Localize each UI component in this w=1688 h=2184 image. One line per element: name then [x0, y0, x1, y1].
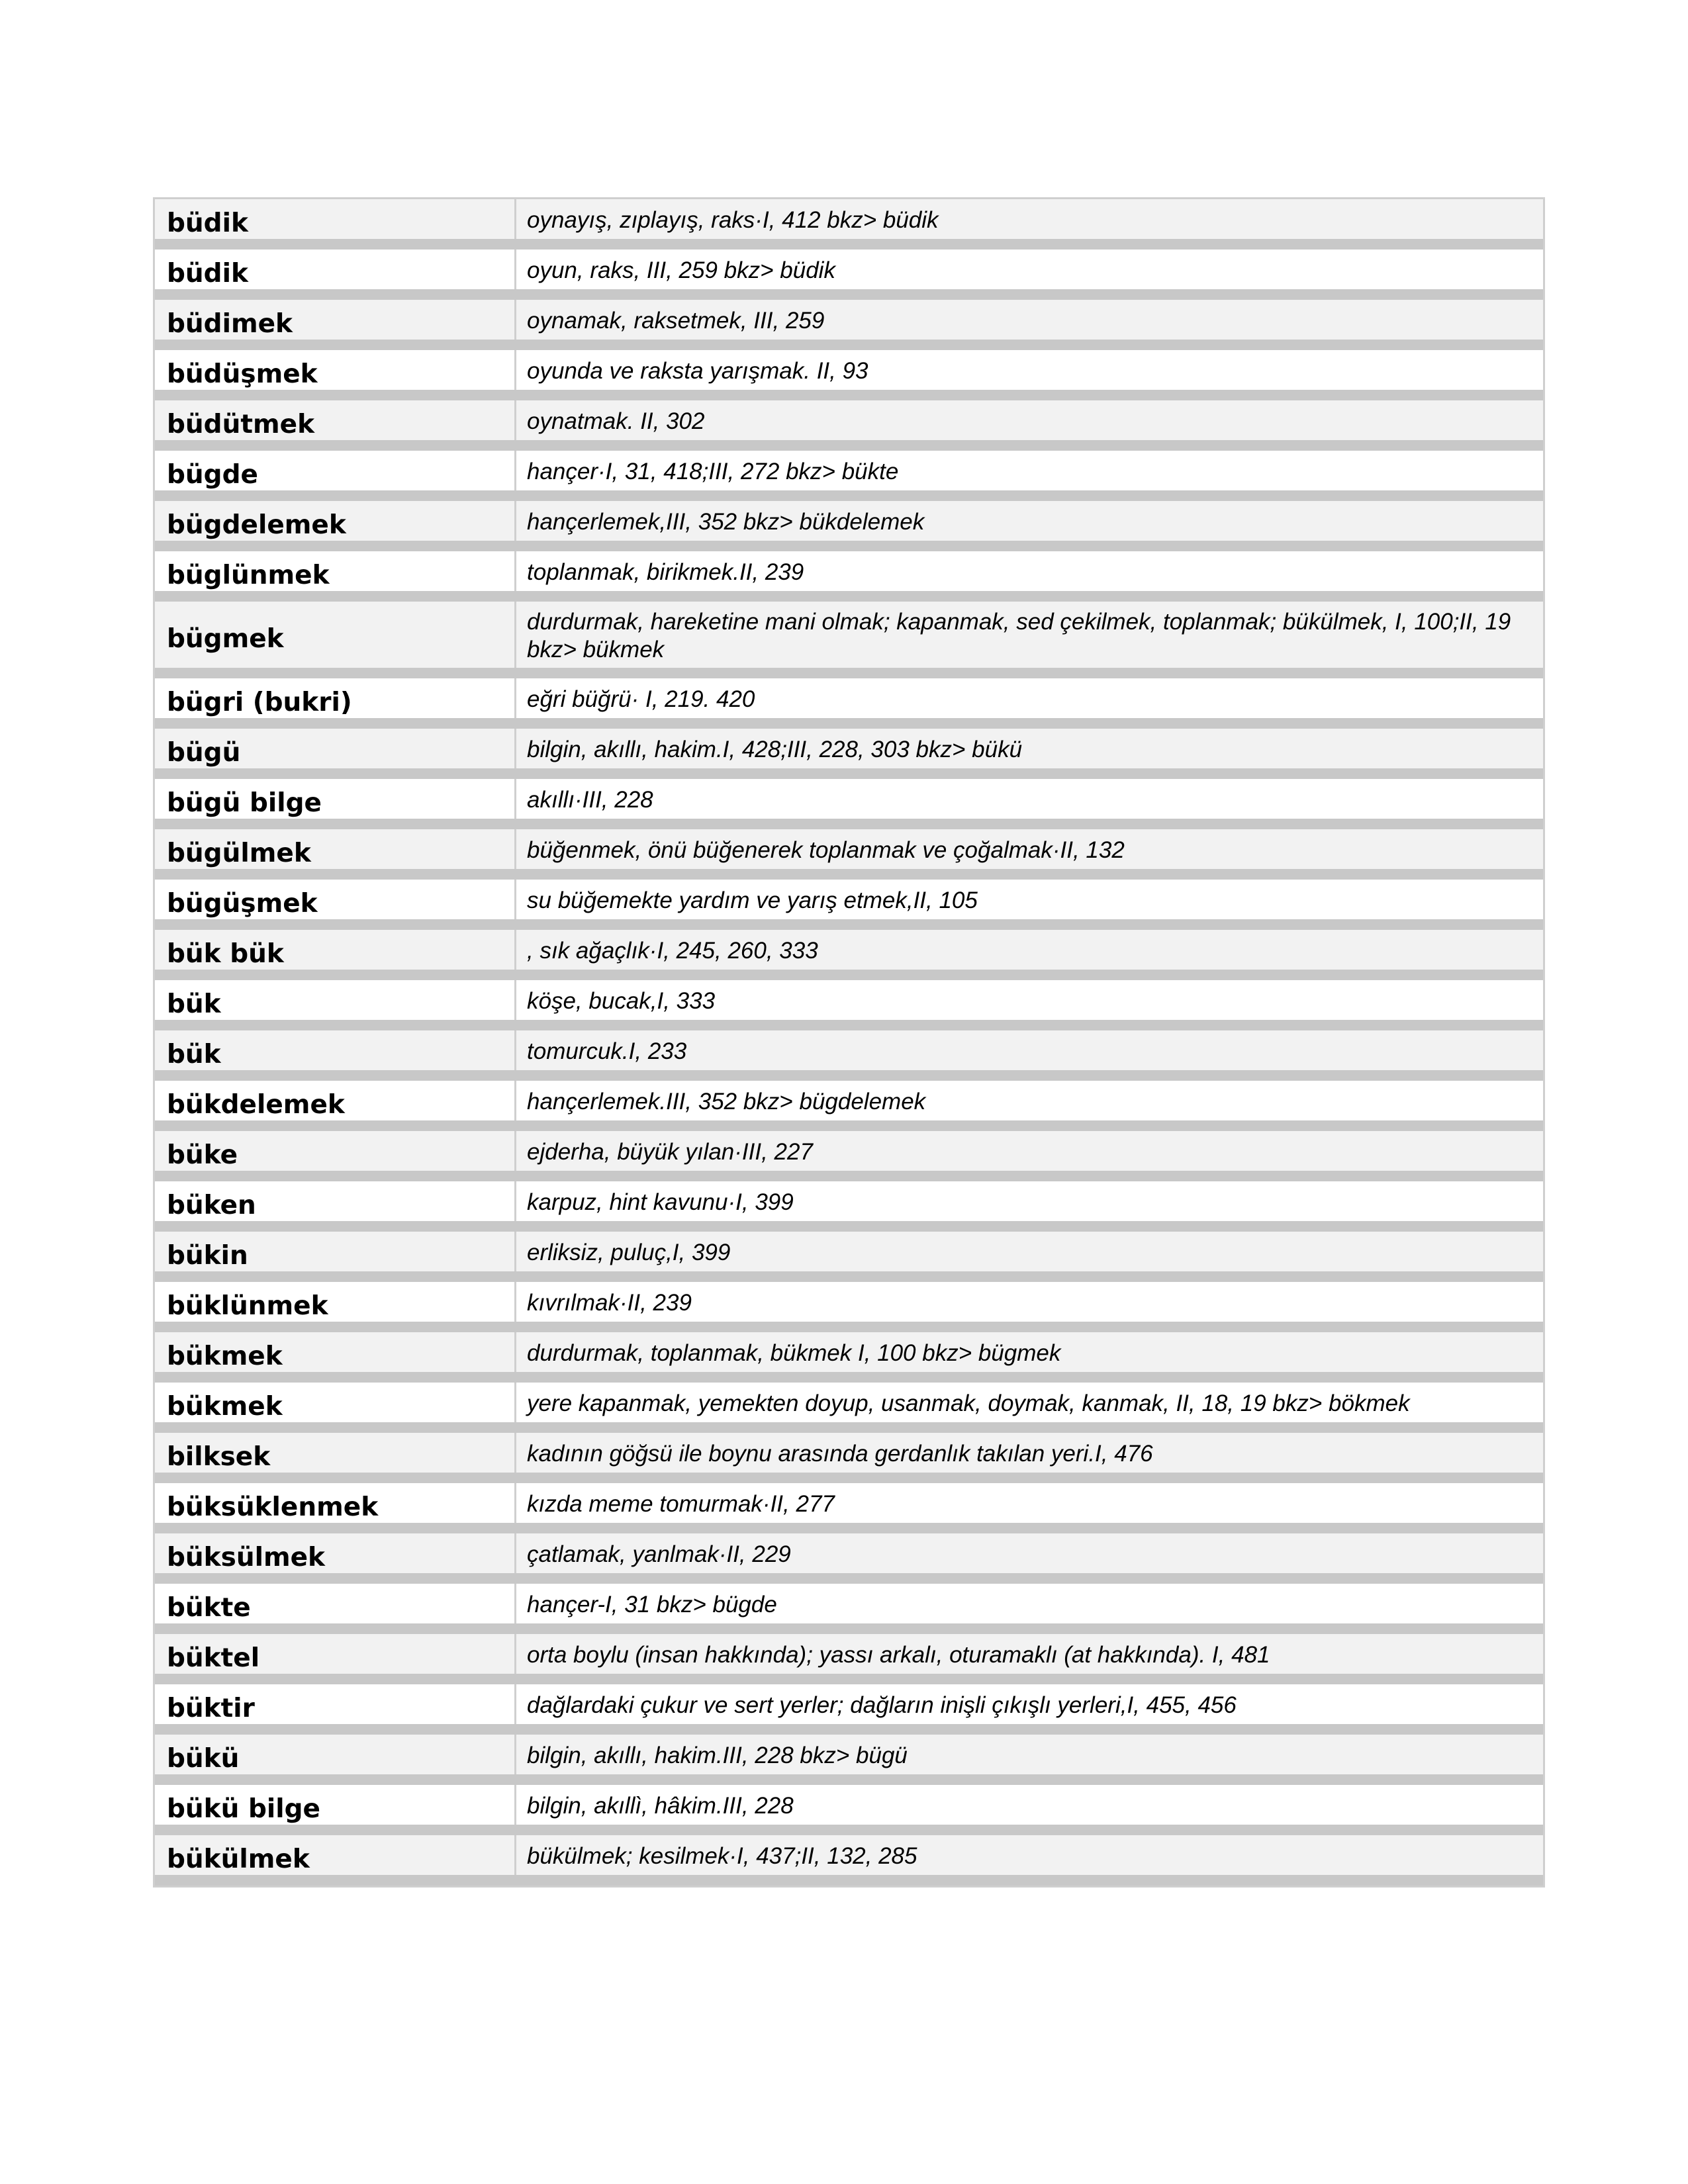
table-row: [155, 880, 1543, 930]
table-row: [155, 1835, 1543, 1886]
entry-definition: eğri büğrü· I, 219. 420: [527, 686, 755, 712]
entry-term: bükte: [155, 1584, 516, 1623]
table-row: [155, 199, 1543, 250]
entry-term: büklünmek: [155, 1282, 516, 1322]
entry-definition: tomurcuk.I, 233: [527, 1038, 687, 1064]
table-row: [155, 729, 1543, 779]
entry-term: bükmek: [155, 1332, 516, 1372]
dictionary-table: [153, 197, 1545, 1888]
entry-term: bügülmek: [155, 829, 516, 869]
entry-definition: bilgin, akıllì, hâkim.III, 228: [527, 1793, 794, 1819]
entry-term: büken: [155, 1181, 516, 1221]
entry-definition: oynatmak. II, 302: [527, 408, 705, 434]
table-row: [155, 779, 1543, 829]
entry-definition: çatlamak, yanlmak·II, 229: [527, 1541, 791, 1567]
table-row: [155, 1332, 1543, 1383]
table-row: [155, 300, 1543, 350]
entry-term: büdütmek: [155, 400, 516, 440]
entry-term: büdüşmek: [155, 350, 516, 390]
entry-definition: oynamak, raksetmek, III, 259: [527, 308, 825, 334]
entry-term: büktel: [155, 1634, 516, 1674]
entry-term: büdik: [155, 250, 516, 289]
entry-definition: oynayış, zıplayış, raks·I, 412 bkz> büdik: [527, 207, 939, 233]
entry-definition: dağlardaki çukur ve sert yerler; dağların inişli çıkışlı yerleri,I, 455, 456: [527, 1692, 1237, 1718]
table-row: [155, 829, 1543, 880]
table-row: [155, 1584, 1543, 1634]
table-row: [155, 1383, 1543, 1433]
table-row: [155, 350, 1543, 400]
entry-definition: hançer·I, 31, 418;III, 272 bkz> bükte: [527, 459, 899, 484]
entry-definition: kadının göğsü ile boynu arasında gerdanlık takılan yeri.I, 476: [527, 1441, 1153, 1467]
entry-term: bükmek: [155, 1383, 516, 1422]
entry-definition: erliksiz, puluç,I, 399: [527, 1240, 731, 1265]
entry-definition: ejderha, büyük yılan·III, 227: [527, 1139, 813, 1165]
entry-term: bük bük: [155, 930, 516, 970]
entry-term: büksülmek: [155, 1533, 516, 1573]
entry-term: bükü bilge: [155, 1785, 516, 1825]
table-row: [155, 1181, 1543, 1232]
entry-term: büksüklenmek: [155, 1483, 516, 1523]
entry-term: bük: [155, 1030, 516, 1070]
entry-term: bügü bilge: [155, 779, 516, 819]
table-row: [155, 1634, 1543, 1684]
entry-definition: bilgin, akıllı, hakim.I, 428;III, 228, 303 bkz> bükü: [527, 737, 1023, 762]
entry-definition: orta boylu (insan hakkında); yassı arkalı, oturamaklı (at hakkında). I, 481: [527, 1642, 1270, 1668]
entry-definition: büğenmek, önü büğenerek toplanmak ve çoğalmak·II, 132: [527, 837, 1125, 863]
entry-definition: , sık ağaçlık·I, 245, 260, 333: [527, 938, 818, 964]
entry-definition: bilgin, akıllı, hakim.III, 228 bkz> bügü: [527, 1743, 908, 1768]
entry-term: bükdelemek: [155, 1081, 516, 1120]
entry-definition: oyun, raks, III, 259 bkz> büdik: [527, 257, 835, 283]
entry-definition: kızda meme tomurmak·II, 277: [527, 1491, 835, 1517]
entry-definition: durdurmak, hareketine mani olmak; kapanmak, sed çekilmek, toplanmak; bükülmek, I, 100;II, 19 bkz> bükmek: [527, 609, 1511, 662]
table-row: [155, 678, 1543, 729]
entry-term: bükin: [155, 1232, 516, 1271]
entry-term: bügdelemek: [155, 501, 516, 541]
table-row: [155, 501, 1543, 551]
entry-definition: hançerlemek.III, 352 bkz> bügdelemek: [527, 1089, 926, 1115]
table-row: [155, 1483, 1543, 1533]
entry-definition: hançerlemek,III, 352 bkz> bükdelemek: [527, 509, 925, 535]
entry-term: bükülmek: [155, 1835, 516, 1875]
entry-term: bügü: [155, 729, 516, 768]
table-row: [155, 1282, 1543, 1332]
table-row: [155, 1533, 1543, 1584]
entry-term: bükü: [155, 1735, 516, 1774]
entry-definition: bükülmek; kesilmek·I, 437;II, 132, 285: [527, 1843, 917, 1869]
entry-term: bilksek: [155, 1433, 516, 1473]
table-row: [155, 1433, 1543, 1483]
table-row: [155, 1030, 1543, 1081]
entry-definition: karpuz, hint kavunu·I, 399: [527, 1189, 794, 1215]
table-row: [155, 1081, 1543, 1131]
entry-term: büke: [155, 1131, 516, 1171]
entry-definition: akıllı·III, 228: [527, 787, 653, 813]
table-row: [155, 930, 1543, 980]
entry-term: bügüşmek: [155, 880, 516, 919]
entry-definition: oyunda ve raksta yarışmak. II, 93: [527, 358, 868, 384]
table-row: [155, 1684, 1543, 1735]
table-row: [155, 602, 1543, 678]
table-row: [155, 400, 1543, 451]
entry-definition: kıvrılmak·II, 239: [527, 1290, 692, 1316]
entry-term: bügde: [155, 451, 516, 490]
entry-definition: toplanmak, birikmek.II, 239: [527, 559, 804, 585]
table-row: [155, 451, 1543, 501]
entry-definition: su büğemekte yardım ve yarış etmek,II, 105: [527, 887, 978, 913]
entry-term: bügri (bukri): [155, 678, 516, 718]
table-row: [155, 1131, 1543, 1181]
entry-term: bük: [155, 980, 516, 1020]
entry-term: büktir: [155, 1684, 516, 1724]
table-row: [155, 1232, 1543, 1282]
table-row: [155, 980, 1543, 1030]
entry-definition: hançer-I, 31 bkz> bügde: [527, 1592, 777, 1617]
table-row: [155, 1735, 1543, 1785]
entry-term: büdimek: [155, 300, 516, 340]
entry-term: bügmek: [155, 602, 516, 668]
table-row: [155, 1785, 1543, 1835]
entry-term: büglünmek: [155, 551, 516, 591]
entry-definition: durdurmak, toplanmak, bükmek I, 100 bkz> bügmek: [527, 1340, 1061, 1366]
table-row: [155, 551, 1543, 602]
table-row: [155, 250, 1543, 300]
entry-definition: yere kapanmak, yemekten doyup, usanmak, doymak, kanmak, II, 18, 19 bkz> bökmek: [527, 1390, 1410, 1416]
entry-definition: köşe, bucak,I, 333: [527, 988, 716, 1014]
entry-term: büdik: [155, 199, 516, 239]
